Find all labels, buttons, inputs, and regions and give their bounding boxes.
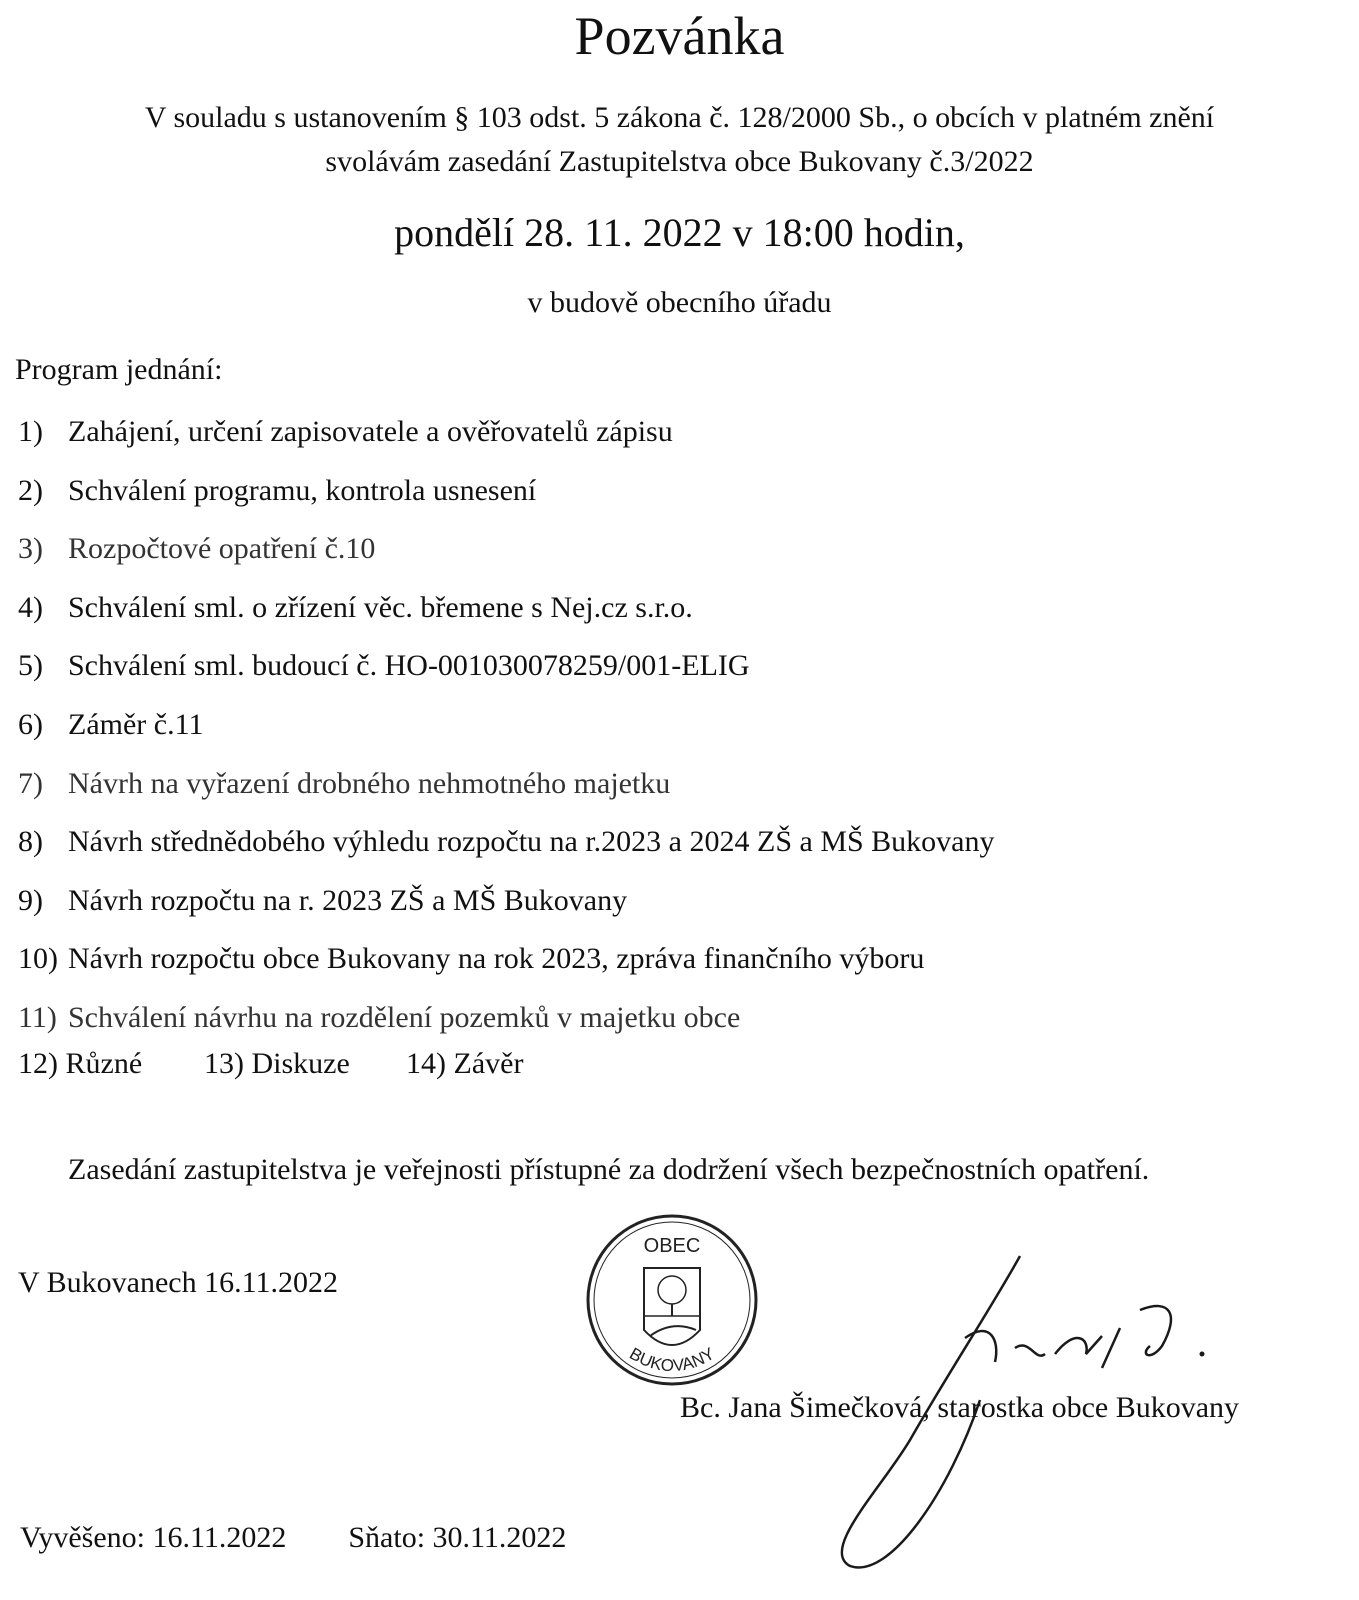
- intro-line-2: svolávám zasedání Zastupitelstva obce Bukovany č.3/2022: [325, 145, 1034, 178]
- signatory: Bc. Jana Šimečková, starostka obce Bukovany: [680, 1391, 1240, 1424]
- agenda-item-text: Schválení sml. o zřízení věc. břemene s Nej.cz s.r.o.: [68, 590, 693, 624]
- agenda-item-text: Rozpočtové opatření č.10: [68, 532, 376, 566]
- agenda-item-number: 9): [18, 883, 43, 917]
- agenda-item-text: Záměr č.11: [68, 707, 204, 741]
- agenda-item: [18, 471, 995, 530]
- place-and-date: V Bukovanech 16.11.2022: [18, 1266, 338, 1299]
- agenda-item-number: 8): [18, 825, 43, 859]
- agenda-item-13: 13) Diskuze: [204, 1047, 350, 1080]
- agenda-item: [18, 764, 995, 823]
- agenda-item-number: 7): [18, 766, 43, 800]
- agenda-item-number: 6): [18, 707, 43, 741]
- posted-date: Vyvěšeno: 16.11.2022: [20, 1521, 287, 1554]
- agenda-item: [18, 588, 995, 647]
- agenda-item-number: 1): [18, 415, 43, 448]
- agenda-item-number: 11): [18, 1000, 57, 1034]
- handwritten-signature: [790, 1250, 1220, 1570]
- agenda-item-text: Návrh rozpočtu obce Bukovany na rok 2023, zpráva finančního výboru: [68, 942, 925, 976]
- stamp-bottom-text: BUKOVANY: [626, 1344, 718, 1376]
- agenda-list: [18, 412, 995, 1057]
- agenda-item: [18, 646, 995, 705]
- agenda-item: [18, 822, 995, 881]
- agenda-item-number: 2): [18, 473, 43, 507]
- agenda-item-number: 3): [18, 532, 43, 566]
- agenda-item-text: Návrh střednědobého výhledu rozpočtu na r.2023 a 2024 ZŠ a MŠ Bukovany: [68, 825, 995, 859]
- agenda-item-text: Návrh na vyřazení drobného nehmotného majetku: [68, 766, 671, 800]
- agenda-last-row: [18, 1044, 523, 1084]
- intro-paragraph: [0, 96, 1359, 184]
- meeting-place: v budově obecního úřadu: [527, 286, 832, 319]
- agenda-item: [18, 881, 995, 940]
- intro-line-1: V souladu s ustanovením § 103 odst. 5 zákona č. 128/2000 Sb., o obcích v platném znění: [144, 101, 1215, 134]
- agenda-item-text: Návrh rozpočtu na r. 2023 ZŠ a MŠ Bukovany: [68, 883, 628, 917]
- agenda-item-14: 14) Závěr: [406, 1047, 524, 1080]
- agenda-item: [18, 705, 995, 764]
- document-title: Pozvánka: [574, 6, 785, 66]
- agenda-item: [18, 529, 995, 588]
- agenda-item-number: 10): [18, 942, 58, 976]
- posting-info: [20, 1518, 566, 1558]
- agenda-item: [18, 412, 995, 471]
- agenda-item-number: 4): [18, 590, 43, 624]
- stamp-top-text: OBEC: [643, 1235, 701, 1257]
- agenda-item-text: Schválení návrhu na rozdělení pozemků v majetku obce: [68, 1000, 741, 1034]
- agenda-item-text: Schválení programu, kontrola usnesení: [68, 473, 537, 507]
- public-access-note: Zasedání zastupitelstva je veřejnosti přístupné za dodržení všech bezpečnostních opatření.: [68, 1153, 1150, 1186]
- municipal-stamp: [584, 1212, 760, 1388]
- agenda-item: [18, 939, 995, 998]
- agenda-item-number: 5): [18, 649, 43, 683]
- meeting-datetime: pondělí 28. 11. 2022 v 18:00 hodin,: [394, 210, 965, 255]
- removed-date: Sňato: 30.11.2022: [348, 1521, 567, 1554]
- agenda-item-text: Zahájení, určení zapisovatele a ověřovatelů zápisu: [68, 415, 673, 448]
- program-heading: Program jednání:: [15, 353, 223, 386]
- agenda-item-12: 12) Různé: [18, 1047, 143, 1080]
- agenda-item-text: Schválení sml. budoucí č. HO-001030078259/001-ELIG: [68, 649, 750, 683]
